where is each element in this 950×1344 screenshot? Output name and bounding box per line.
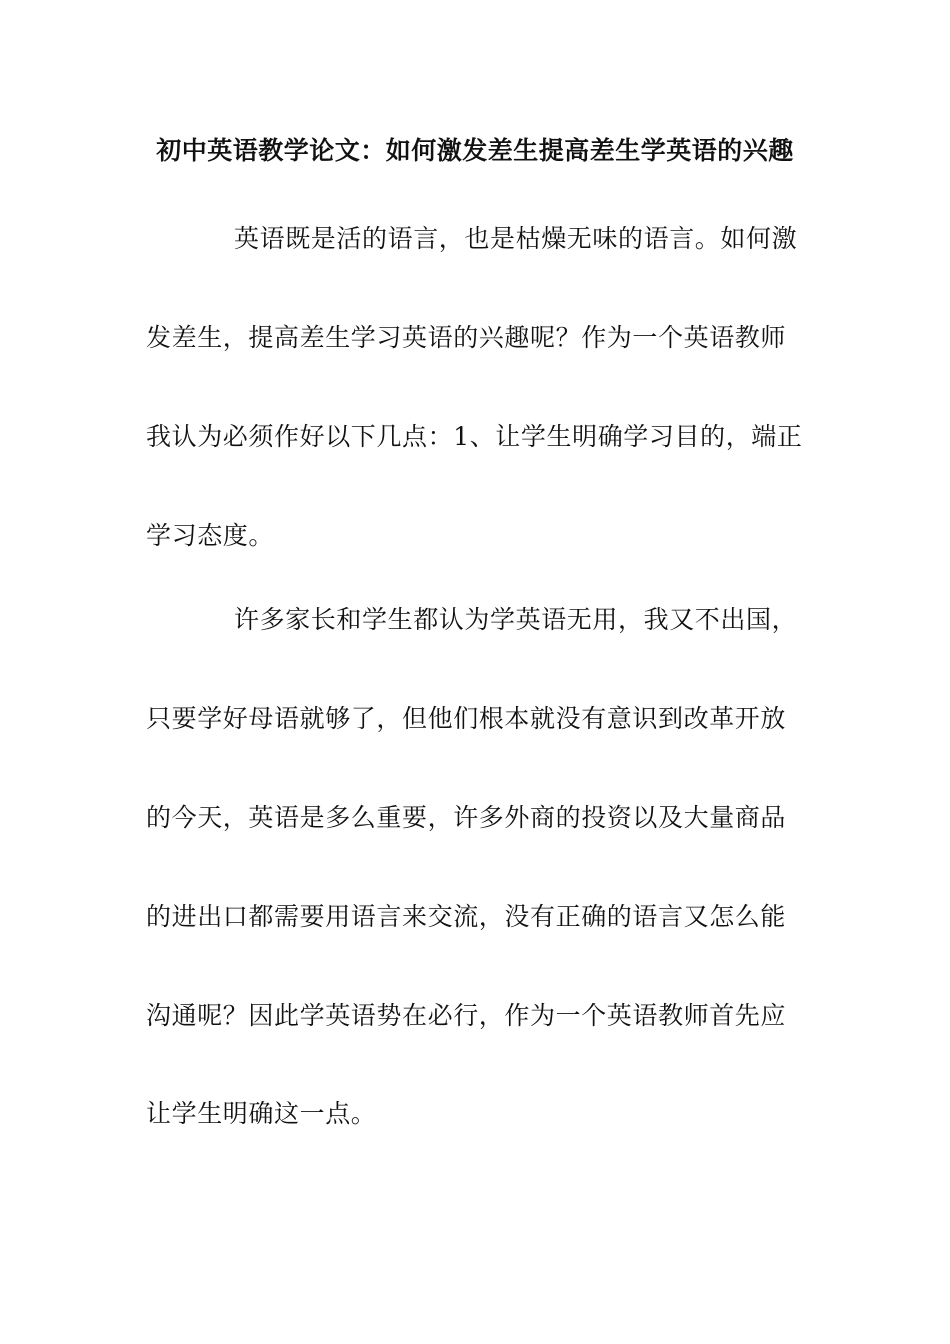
paragraph-line: 英语既是活的语言，也是枯燥无味的语言。如何激 [234,224,798,253]
paragraph-line: 学习态度。 [146,521,275,550]
paragraph-line: 我认为必须作好以下几点：1、让学生明确学习目的，端正 [146,422,803,451]
paragraph-line: 沟通呢？因此学英语势在必行，作为一个英语教师首先应 [146,1001,787,1030]
paragraph-line: 发差生，提高差生学习英语的兴趣呢？作为一个英语教师 [146,323,787,352]
paragraph-line: 的进出口都需要用语言来交流，没有正确的语言又怎么能 [146,902,787,931]
paragraph-line: 只要学好母语就够了，但他们根本就没有意识到改革开放 [146,704,787,733]
paragraph-line: 许多家长和学生都认为学英语无用，我又不出国， [234,605,798,634]
paragraph-line: 的今天，英语是多么重要，许多外商的投资以及大量商品 [146,803,787,832]
document-title: 初中英语教学论文：如何激发差生提高差生学英语的兴趣 [156,136,794,165]
paragraph-line: 让学生明确这一点。 [146,1099,377,1128]
